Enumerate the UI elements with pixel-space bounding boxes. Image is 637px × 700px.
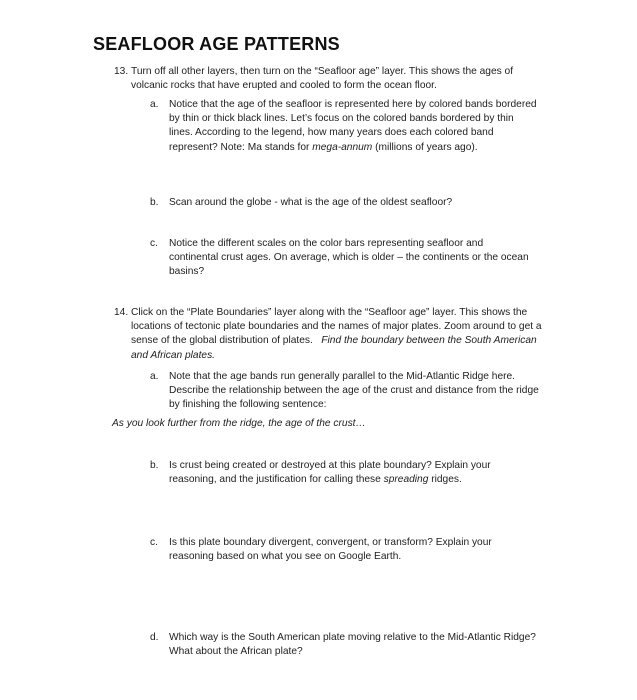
question-14b-text — [169, 459, 529, 487]
question-13a-text-after: (millions of years ago). — [372, 141, 478, 153]
page-title: SEAFLOOR AGE PATTERNS — [93, 34, 340, 54]
question-14-italic: Find the boundary between the South American and African plates. — [131, 335, 537, 361]
question-13a-text — [169, 98, 539, 155]
question-13b-label: b. — [150, 197, 159, 208]
question-13a-text-before: Notice that the age of the seafloor is represented here by colored bands bordered by thin or thick black lines. Let’s focus on the colored bands bordered by thin lines. According to the legend, how many years does each colored band represent? Note: Ma stands for — [169, 99, 537, 153]
question-14-text — [131, 306, 543, 363]
question-14b-text-before: Is crust being created or destroyed at this plate boundary? Explain your reasoning, and the justification for calling these — [169, 460, 491, 486]
question-14c-label: c. — [150, 537, 158, 548]
question-14-text-main: Click on the “Plate Boundaries” layer along with the “Seafloor age” layer. This shows the locations of tectonic plate boundaries and the names of major plates. Zoom around to get a sense of the global distribution of plates. — [131, 307, 542, 347]
question-13-text: Turn off all other layers, then turn on the “Seafloor age” layer. This shows the ages of volcanic rocks that have erupted and cooled to form the ocean floor. — [131, 66, 514, 92]
question-14b-text-after: ridges. — [428, 474, 462, 486]
question-14d-label: d. — [150, 632, 159, 643]
question-13b-text: Scan around the globe - what is the age of the oldest seafloor? — [169, 197, 453, 208]
question-14a-label: a. — [150, 371, 159, 382]
question-14d-text: Which way is the South American plate moving relative to the Mid-Atlantic Ridge? What about the African plate? — [169, 632, 536, 658]
question-13a-label: a. — [150, 99, 159, 110]
question-13c-label: c. — [150, 238, 158, 249]
question-14b-italic: spreading — [383, 474, 429, 486]
question-14-prompt: As you look further from the ridge, the age of the crust… — [112, 418, 366, 429]
question-13-number: 13. — [114, 66, 129, 77]
question-13a-italic: mega-annum — [312, 141, 373, 153]
question-14c-text: Is this plate boundary divergent, convergent, or transform? Explain your reasoning based on what you see on Google Earth. — [169, 537, 492, 563]
question-14-number: 14. — [114, 307, 129, 318]
question-14b-label: b. — [150, 460, 159, 471]
question-14a-text: Note that the age bands run generally parallel to the Mid-Atlantic Ridge here. Describe the relationship between the age of the crust and distance from the ridge by finishing the following sentence: — [169, 371, 539, 411]
question-13c-text: Notice the different scales on the color bars representing seafloor and continental crust ages. On average, which is older – the continents or the ocean basins? — [169, 238, 529, 278]
